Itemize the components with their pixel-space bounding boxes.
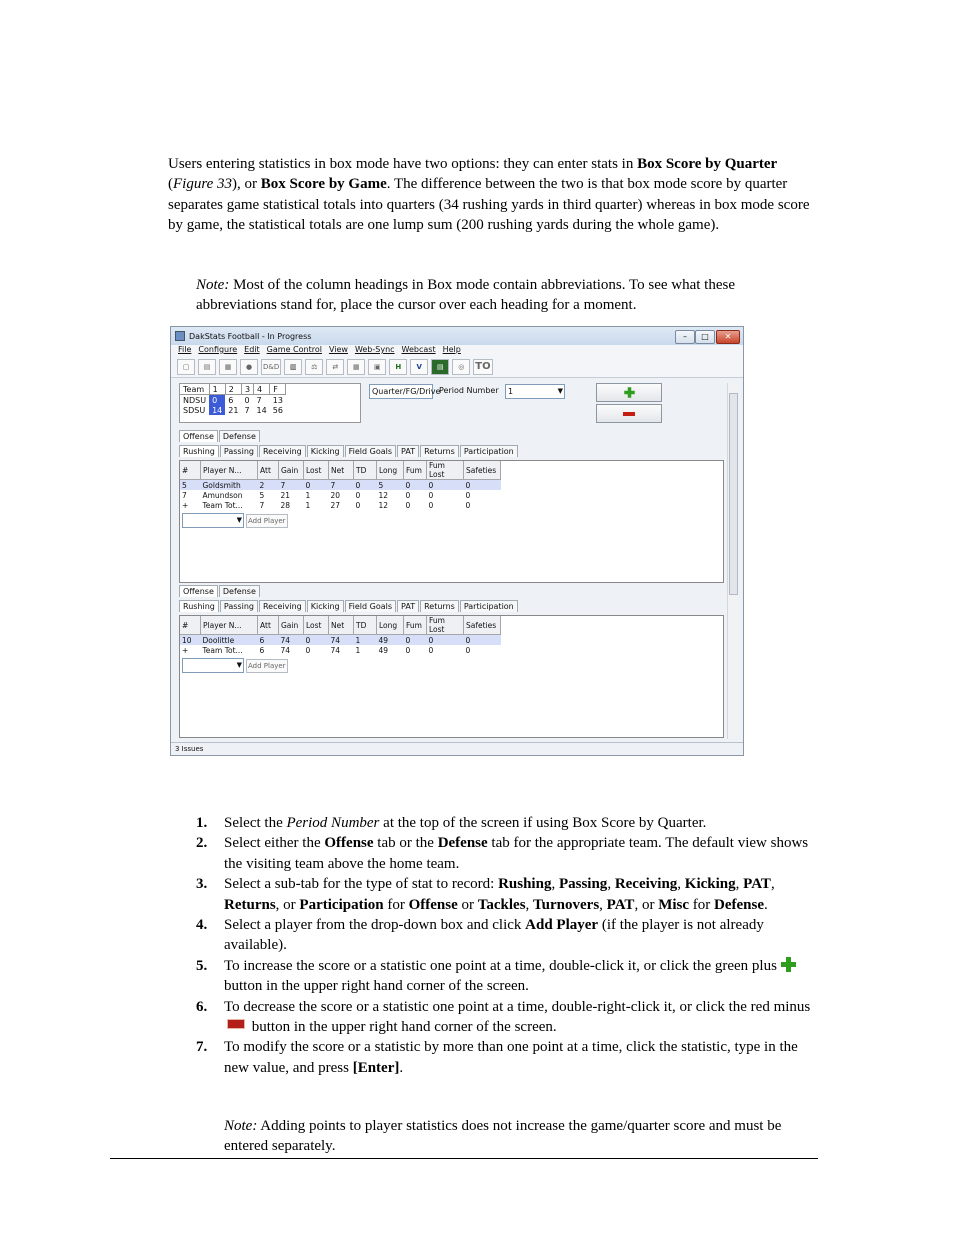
window-title: DakStats Football - In Progress — [189, 331, 312, 341]
table-cell[interactable]: 12 — [378, 500, 389, 510]
score-header-cell: Team — [180, 384, 209, 395]
minus-icon — [623, 412, 635, 416]
table-cell[interactable]: + — [182, 500, 189, 510]
step-number: 7. — [196, 1039, 208, 1056]
add-player-button[interactable]: Add Player — [246, 659, 288, 673]
column-header[interactable]: Player N... — [201, 461, 258, 480]
stats-grid-top — [179, 460, 724, 583]
team-tabs-top — [179, 430, 724, 442]
table-cell[interactable]: 0 — [427, 635, 464, 646]
gif-icon[interactable]: ▣ — [368, 359, 386, 375]
chevron-down-icon: ▼ — [236, 516, 242, 524]
table-row[interactable] — [180, 645, 501, 655]
visitor-panel — [179, 430, 724, 525]
vertical-scrollbar[interactable] — [727, 383, 738, 739]
scoreboard-icon[interactable]: ▤ — [431, 359, 449, 375]
table-cell[interactable]: 5 — [259, 490, 265, 500]
table-cell[interactable]: 74 — [279, 635, 304, 646]
score-header-cell: F — [270, 384, 286, 395]
column-header[interactable]: Gain — [279, 616, 304, 635]
title-bar — [171, 327, 743, 345]
add-player-row — [182, 513, 723, 528]
open-icon[interactable]: ▤ — [198, 359, 216, 375]
score-cell[interactable]: 14 — [209, 405, 225, 415]
menu-item[interactable]: Webcast — [401, 345, 436, 354]
table-cell[interactable]: 0 — [405, 490, 411, 500]
column-header[interactable]: Fum — [404, 461, 427, 480]
menu-item[interactable]: Web-Sync — [354, 345, 395, 354]
score-row — [180, 405, 286, 415]
table-cell[interactable]: 0 — [404, 480, 427, 491]
table-cell[interactable]: Amundson — [202, 490, 243, 500]
score-cell[interactable]: 0 — [209, 395, 225, 406]
column-header[interactable]: Gain — [279, 461, 304, 480]
table-cell[interactable]: 0 — [304, 635, 329, 646]
table-cell[interactable]: 0 — [404, 635, 427, 646]
score-cell[interactable]: 13 — [272, 395, 283, 405]
score-header-cell: 1 — [209, 384, 225, 395]
scale-icon[interactable]: ⚖ — [305, 359, 323, 375]
menu-item[interactable]: Edit — [244, 345, 260, 354]
column-header[interactable]: Att — [258, 461, 279, 480]
team-tabs-bottom — [179, 585, 724, 597]
table-cell[interactable]: Goldsmith — [201, 480, 258, 491]
column-header[interactable]: Net — [329, 461, 354, 480]
stat-tab[interactable]: Passing — [220, 445, 258, 457]
score-cell[interactable]: 7 — [244, 405, 250, 415]
column-header[interactable]: Safeties — [464, 461, 501, 480]
table-cell[interactable]: 0 — [465, 490, 471, 500]
table-cell[interactable]: 7 — [259, 500, 265, 510]
stats-grid-bottom — [179, 615, 724, 738]
table-cell[interactable]: 0 — [464, 480, 501, 491]
step-number: 6. — [196, 998, 208, 1015]
menu-item[interactable]: File — [178, 345, 192, 354]
player-select[interactable] — [182, 658, 244, 673]
score-header-row — [180, 384, 286, 395]
table-cell[interactable]: 1 — [355, 645, 361, 655]
step-number: 4. — [196, 917, 208, 934]
table-cell[interactable]: 49 — [377, 635, 404, 646]
menu-bar — [171, 345, 743, 357]
home-panel — [179, 585, 724, 670]
score-header-cell: 3 — [241, 384, 253, 395]
stat-tab[interactable]: Rushing — [179, 600, 219, 612]
grid-header-row — [180, 616, 501, 635]
mode-combo[interactable]: Quarter/FG/Drive — [369, 384, 433, 399]
column-header[interactable]: Fum Lost — [427, 461, 464, 480]
stat-tab[interactable]: Rushing — [179, 445, 219, 457]
table-cell[interactable]: 20 — [330, 490, 341, 500]
table-cell[interactable]: 0 — [428, 500, 434, 510]
table-cell[interactable]: 6 — [258, 635, 279, 646]
maximize-icon[interactable]: □ — [695, 330, 715, 344]
table-cell[interactable]: 49 — [378, 645, 389, 655]
step-item: 1. Select the Period Number at the top of the screen if using Box Score by Quarter. — [196, 813, 816, 833]
period-label: Period Number — [439, 386, 499, 395]
score-cell[interactable]: 6 — [228, 395, 234, 405]
chevron-down-icon: ▼ — [236, 661, 242, 669]
tab-defense[interactable]: Defense — [219, 585, 260, 597]
swap-icon[interactable]: ⇄ — [326, 359, 344, 375]
step-item: 7. To modify the score or a statistic by more than one point at a time, click the statistic, type in the new value, and press [Enter]. — [196, 1039, 798, 1076]
step-item: 4. Select a player from the drop-down box and click Add Player (if the player is not already available). — [196, 917, 764, 954]
table-cell[interactable]: 0 — [428, 490, 434, 500]
column-header[interactable]: Fum Lost — [427, 616, 464, 635]
footer-rule — [110, 1158, 818, 1159]
table-cell[interactable]: 0 — [464, 635, 501, 646]
toolbar — [171, 357, 743, 378]
stat-tab[interactable]: Participation — [460, 600, 518, 612]
table-cell[interactable]: 74 — [329, 635, 354, 646]
table-cell[interactable]: 6 — [259, 645, 265, 655]
table-cell[interactable]: + — [182, 645, 189, 655]
column-header[interactable]: Long — [377, 461, 404, 480]
step-item: 3. Select a sub-tab for the type of stat to record: Rushing, Passing, Receiving, Kicking, PAT, Returns, or Participation for Offense or Tackles, Turnovers, PAT, or Misc for Defense. — [196, 876, 775, 913]
period-number-select[interactable]: 1 ▼ — [505, 384, 565, 399]
red-minus-icon — [227, 1019, 245, 1029]
column-header[interactable]: # — [180, 616, 201, 635]
menu-item[interactable]: Game Control — [266, 345, 322, 354]
table-cell[interactable]: 2 — [258, 480, 279, 491]
plus-button[interactable] — [596, 383, 662, 402]
table-cell[interactable]: 0 — [355, 500, 361, 510]
table-row[interactable] — [180, 500, 501, 510]
app-window-screenshot — [170, 326, 744, 756]
stat-tab[interactable]: Field Goals — [345, 600, 396, 612]
instruction-steps — [196, 813, 816, 1078]
table-cell[interactable]: 0 — [305, 645, 311, 655]
minus-button[interactable] — [596, 404, 662, 423]
note-abbreviations: Note: Most of the column headings in Box mode contain abbreviations. To see what these abbreviations stand for, place the cursor over each heading for a moment. — [196, 277, 735, 314]
note-label: Note: — [196, 277, 230, 293]
table-cell[interactable]: 0 — [427, 480, 464, 491]
score-cell[interactable]: 0 — [244, 395, 250, 405]
status-bar: 3 Issues — [171, 742, 744, 755]
score-cell[interactable]: NDSU — [183, 395, 207, 405]
green-plus-icon — [781, 957, 796, 972]
tab-defense[interactable]: Defense — [219, 430, 260, 442]
new-icon[interactable]: ▢ — [177, 359, 195, 375]
table-cell[interactable]: 74 — [330, 645, 341, 655]
timeout-button[interactable]: TO — [473, 359, 492, 375]
table-cell[interactable]: 0 — [355, 490, 361, 500]
table-cell[interactable]: 21 — [280, 490, 291, 500]
record-icon[interactable]: ● — [240, 359, 258, 375]
table-cell[interactable]: 74 — [280, 645, 291, 655]
note-label: Note: — [224, 1118, 258, 1134]
grid-icon[interactable]: ▦ — [347, 359, 365, 375]
grid-header-row — [180, 461, 501, 480]
tab-offense[interactable]: Offense — [179, 585, 218, 597]
scoreboard-table — [179, 383, 361, 423]
note-points: Note: Adding points to player statistics does not increase the game/quarter score and must be entered separately. — [224, 1118, 782, 1155]
column-header[interactable]: Long — [377, 616, 404, 635]
table-cell[interactable]: 7 — [329, 480, 354, 491]
table-row[interactable] — [180, 490, 501, 500]
table-cell[interactable]: 0 — [465, 500, 471, 510]
score-cell[interactable]: 21 — [228, 405, 239, 415]
score-cell[interactable]: 7 — [256, 395, 262, 405]
off-icon[interactable]: ◎ — [452, 359, 470, 375]
table-cell[interactable]: 0 — [405, 500, 411, 510]
player-select[interactable] — [182, 513, 244, 528]
add-player-button[interactable]: Add Player — [246, 514, 288, 528]
column-header[interactable]: Net — [329, 616, 354, 635]
stat-tab[interactable]: Receiving — [259, 600, 306, 612]
plus-icon — [624, 387, 635, 398]
column-header[interactable]: Player N... — [201, 616, 258, 635]
column-header[interactable]: Safeties — [464, 616, 501, 635]
score-header-cell: 4 — [254, 384, 270, 395]
column-header[interactable]: # — [180, 461, 201, 480]
step-number: 3. — [196, 876, 208, 893]
table-cell[interactable]: 28 — [280, 500, 291, 510]
column-header[interactable]: Fum — [404, 616, 427, 635]
tab-offense[interactable]: Offense — [179, 430, 218, 442]
stat-tab[interactable]: Participation — [460, 445, 518, 457]
table-cell[interactable]: 0 — [465, 645, 471, 655]
column-header[interactable]: TD — [354, 461, 377, 480]
score-header-cell: 2 — [225, 384, 241, 395]
score-cell[interactable]: 14 — [256, 405, 267, 415]
stat-tabs-bottom — [179, 600, 724, 612]
table-cell[interactable]: 0 — [304, 480, 329, 491]
table-cell[interactable]: 1 — [305, 500, 311, 510]
table-cell[interactable]: 1 — [305, 490, 311, 500]
chevron-down-icon: ▼ — [557, 387, 563, 395]
column-header[interactable]: Lost — [304, 616, 329, 635]
column-header[interactable]: TD — [354, 616, 377, 635]
app-icon — [175, 331, 185, 341]
step-number: 2. — [196, 835, 208, 852]
scroll-thumb[interactable] — [729, 393, 738, 595]
minimize-icon[interactable]: – — [675, 330, 695, 344]
table-cell[interactable]: Doolittle — [201, 635, 258, 646]
step-number: 1. — [196, 815, 208, 831]
table-cell[interactable]: 7 — [279, 480, 304, 491]
column-header[interactable]: Att — [258, 616, 279, 635]
table-cell[interactable]: 0 — [354, 480, 377, 491]
table-cell[interactable]: 7 — [182, 490, 187, 500]
close-icon[interactable]: ✕ — [716, 330, 740, 344]
menu-item[interactable]: Help — [442, 345, 461, 354]
home-arrow-button[interactable]: H — [389, 359, 407, 375]
visitor-arrow-button[interactable]: V — [410, 359, 428, 375]
table-row[interactable] — [180, 480, 501, 491]
table-cell[interactable]: 10 — [180, 635, 201, 646]
stat-tab[interactable]: Passing — [220, 600, 258, 612]
table-cell[interactable]: 0 — [428, 645, 434, 655]
stat-tab[interactable]: PAT — [397, 445, 419, 457]
stats-icon[interactable]: ▥ — [284, 359, 302, 375]
stat-tab[interactable]: Kicking — [307, 600, 344, 612]
stat-tab[interactable]: Returns — [420, 445, 459, 457]
step-number: 5. — [196, 957, 208, 974]
menu-item[interactable]: View — [328, 345, 348, 354]
table-cell[interactable]: 1 — [354, 635, 377, 646]
d-and-d-button[interactable]: D&D — [261, 359, 281, 375]
table-cell[interactable]: 0 — [405, 645, 411, 655]
step-item: 2. Select either the Offense tab or the Defense tab for the appropriate team. The default view shows the visiting team above the home team. — [196, 835, 809, 872]
score-cell[interactable]: SDSU — [183, 405, 206, 415]
add-player-row — [182, 658, 723, 673]
stat-tab[interactable]: Field Goals — [345, 445, 396, 457]
score-cell[interactable]: 56 — [272, 405, 283, 415]
stat-tab[interactable]: PAT — [397, 600, 419, 612]
table-cell[interactable]: Team Tot... — [202, 500, 243, 510]
table-cell[interactable]: 5 — [377, 480, 404, 491]
print-icon[interactable]: ▦ — [219, 359, 237, 375]
table-cell[interactable]: 12 — [378, 490, 389, 500]
table-cell[interactable]: 5 — [180, 480, 201, 491]
column-header[interactable]: Lost — [304, 461, 329, 480]
intro-paragraph: Users entering statistics in box mode have two options: they can enter stats in Box Score by Quarter (Figure 33), or Box Score by Game. The difference between the two is that box mode score by quarter separates game statistical totals into quarters (34 rushing yards in third quarter) whereas in box mode score by game, the statistical totals are one lump sum (200 rushing yards during the whole game). — [168, 156, 810, 234]
step-item: 6. To decrease the score or a statistic one point at a time, double-right-click it, or click the red minus button in the upper right hand corner of the screen. — [196, 998, 811, 1036]
menu-item[interactable]: Configure — [198, 345, 238, 354]
table-cell[interactable]: Team Tot... — [202, 645, 243, 655]
score-row — [180, 395, 286, 406]
step-item: 5. To increase the score or a statistic one point at a time, double-click it, or click the green plus button in the upper right hand corner of the screen. — [196, 956, 816, 997]
table-row[interactable] — [180, 635, 501, 646]
table-cell[interactable]: 27 — [330, 500, 341, 510]
stat-tab[interactable]: Kicking — [307, 445, 344, 457]
stat-tab[interactable]: Receiving — [259, 445, 306, 457]
stat-tabs-top — [179, 445, 724, 457]
stat-tab[interactable]: Returns — [420, 600, 459, 612]
